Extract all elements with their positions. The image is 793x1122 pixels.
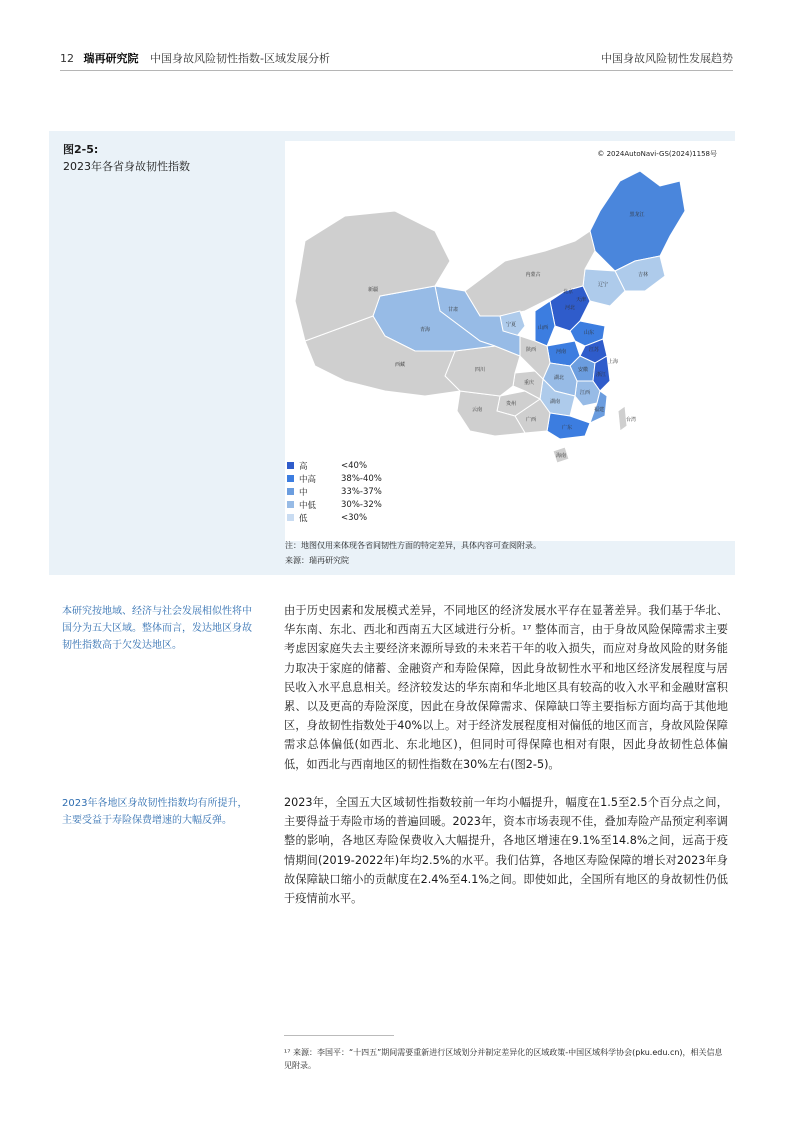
header-left	[60, 50, 330, 66]
map-region-label: 河南	[555, 349, 567, 355]
sidebar-note-regions: 本研究按地域、经济与社会发展相似性将中国分为五大区域。整体而言，发达地区身故韧性指数高于欠发达地区。	[62, 606, 252, 651]
legend-swatch	[287, 475, 294, 482]
legend-swatch	[287, 514, 294, 521]
legend-row-mid	[287, 485, 382, 498]
map-region-label: 吉林	[637, 272, 649, 278]
legend-range: 38%-40%	[341, 473, 382, 484]
page-header	[60, 44, 733, 70]
map-region-label: 天津	[575, 297, 587, 303]
map-region-label: 甘肃	[447, 307, 459, 313]
map-region-label: 北京	[562, 289, 574, 295]
figure-note: 注：地图仅用来体现各省间韧性方面的特定差异，具体内容可查阅附录。	[285, 541, 541, 550]
legend-row-mid-low	[287, 498, 382, 511]
legend-range: <30%	[341, 512, 368, 523]
sidebar-note-2023: 2023年各地区身故韧性指数均有所提升，主要受益于寿险保费增速的大幅反弹。	[62, 798, 248, 826]
legend-label: 高	[299, 461, 308, 472]
map-region-label: 安徽	[577, 367, 589, 373]
footnote: ¹⁷ 来源：李国平：“十四五”期间需要重新进行区域划分并制定差异化的区域政策-中国区域科学协会(pku.edu.cn)，相关信息见附录。	[284, 1048, 723, 1070]
map-region-label: 湖北	[553, 375, 565, 381]
legend-swatch	[287, 501, 294, 508]
map-region-label: 西藏	[394, 362, 406, 368]
figure-source: 来源：瑞再研究院	[285, 556, 349, 565]
map-region-label: 福建	[593, 407, 605, 413]
map-region-label: 台湾	[625, 417, 637, 423]
map-region-label: 辽宁	[597, 282, 609, 288]
map-region-label: 浙江	[595, 372, 607, 378]
legend-label: 中低	[299, 500, 317, 511]
map-region-label: 江苏	[588, 347, 600, 353]
map-region-label: 黑龙江	[629, 212, 645, 218]
map-region-label: 内蒙古	[525, 272, 541, 278]
map-region-label: 湖南	[549, 399, 561, 405]
map-region-label: 陕西	[525, 347, 537, 353]
body-paragraph-1: 由于历史因素和发展模式差异，不同地区的经济发展水平存在显著差异。我们基于华北、华东南、东北、西北和西南五大区域进行分析。¹⁷ 整体而言，由于身故风险保障需求主要考虑因家庭失去主要经济来源所导致的未来若干年的收入损失，而应对身故风险的财务能力取决于家庭的储蓄、金融资产和寿险保障，因此身故韧性水平和地区经济发展程度与居民收入水平息息相关。经济较发达的华东南和华北地区具有较高的收入水平和金融财富积累、以及更高的寿险深度，因此在身故保障需求、保障缺口等主要指标方面均高于其他地区，身故韧性指数处于40%以上。对于经济发展程度相对偏低的地区而言，身故风险保障需求总体偏低(如西北、东北地区)，但同时可得保障也相对有限，因此身故韧性总体偏低，如西北与西南地区的韧性指数在30%左右(图2-5)。	[284, 604, 728, 771]
map-region-label: 广西	[525, 417, 537, 423]
body-paragraph-2: 2023年，全国五大区域韧性指数较前一年均小幅提升，幅度在1.5至2.5个百分点之间，主要得益于寿险市场的普遍回暖。2023年，资本市场表现不佳，叠加寿险产品预定利率调整的影响，各地区寿险保费收入大幅提升，各地区增速在9.1%至14.8%之间，远高于疫情期间(2019-2022年)年均2.5%的水平。我们估算，各地区寿险保障的增长对2023年身故保障缺口缩小的贡献度在2.4%至4.1%之间。即使如此，全国所有地区的身故韧性仍低于疫情前水平。	[284, 796, 728, 906]
map-region-label: 河北	[564, 305, 576, 311]
map-copyright: © 2024AutoNavi-GS(2024)1158号	[597, 150, 717, 158]
map-region-label: 青海	[419, 327, 431, 333]
map-region-label: 山西	[537, 325, 549, 331]
legend-swatch	[287, 462, 294, 469]
legend-range: 30%-32%	[341, 499, 382, 510]
legend-label: 中	[299, 487, 308, 498]
document-title: 中国身故风险韧性指数-区域发展分析	[150, 52, 330, 65]
legend-range: <40%	[341, 460, 368, 471]
map-legend	[287, 459, 382, 524]
figure-title: 2023年各省身故韧性指数	[63, 160, 190, 173]
map-region-label: 海南	[555, 453, 567, 459]
map-region-label: 四川	[474, 367, 486, 373]
map-region-label: 山东	[583, 330, 595, 336]
brand-name: 瑞再研究院	[83, 52, 139, 65]
legend-row-mid-high	[287, 472, 382, 485]
legend-range: 33%-37%	[341, 486, 382, 497]
map-region-label: 贵州	[505, 401, 517, 407]
page-number: 12	[60, 52, 74, 65]
figure-panel	[49, 131, 735, 575]
legend-swatch	[287, 488, 294, 495]
map-region-label: 江西	[579, 390, 591, 396]
map-region-label: 新疆	[367, 287, 379, 293]
map-region-label: 宁夏	[505, 322, 517, 328]
map-region-label: 云南	[471, 407, 483, 413]
section-title: 中国身故风险韧性发展趋势	[601, 52, 733, 65]
legend-row-low	[287, 511, 382, 524]
footnote-divider	[284, 1035, 394, 1036]
map-region-label: 重庆	[523, 380, 535, 386]
legend-label: 中高	[299, 474, 317, 485]
map-region-label: 上海	[607, 359, 619, 365]
map-region-label: 广东	[561, 425, 573, 431]
legend-row-high	[287, 459, 382, 472]
figure-number: 图2-5:	[63, 143, 99, 156]
header-divider	[60, 70, 733, 71]
legend-label: 低	[299, 513, 308, 524]
